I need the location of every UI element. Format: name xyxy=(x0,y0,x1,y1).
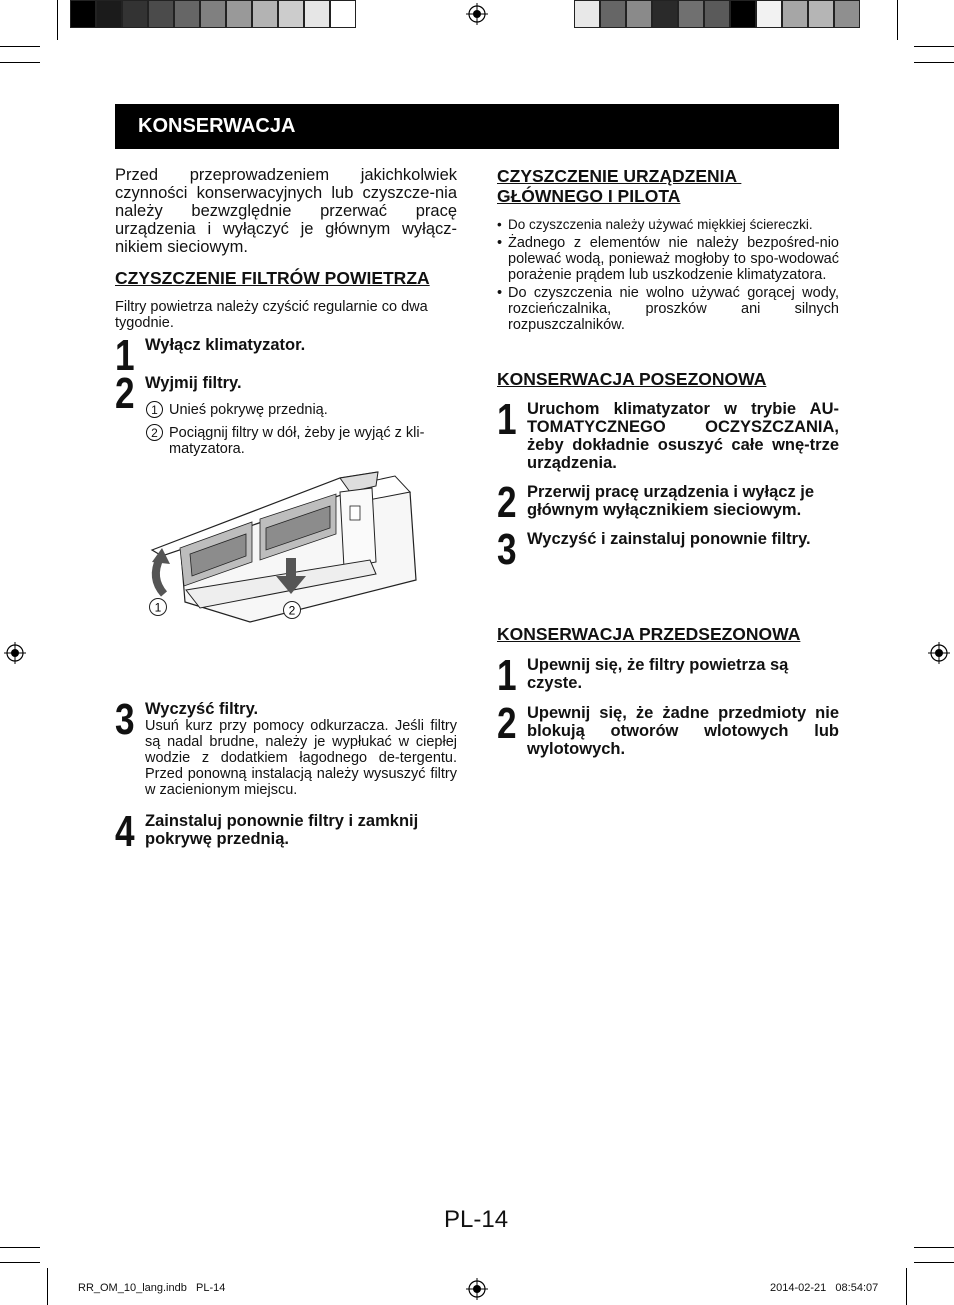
filter-step-4 xyxy=(115,807,457,856)
step-text: Uruchom klimatyzator w trybie AU-TOMATYCZNEGO OCZYSZCZANIA, żeby dokładnie osuszyć całe wnę-trze urządzenia. xyxy=(527,400,839,472)
pre-step-2 xyxy=(497,699,839,762)
color-swatch xyxy=(704,0,730,28)
color-swatch xyxy=(678,0,704,28)
color-bar-right xyxy=(574,0,860,30)
crop-mark xyxy=(914,46,954,47)
filters-intro: Filtry powietrza należy czyścić regularnie co dwa tygodnie. xyxy=(115,299,428,331)
step-title: Wyłącz klimatyzator. xyxy=(145,336,306,354)
color-swatch xyxy=(304,0,330,28)
step-text: Upewnij się, że filtry powietrza są czyste. xyxy=(527,656,789,692)
crop-mark xyxy=(57,0,58,40)
step-number: 1 xyxy=(115,331,135,380)
step-number: 1 xyxy=(497,651,517,700)
cleaning-heading-line-2: GŁÓWNEGO I PILOTA xyxy=(497,186,681,206)
color-swatch xyxy=(330,0,356,28)
crop-mark xyxy=(0,1262,40,1263)
registration-mark-icon xyxy=(466,3,488,25)
air-conditioner-illustration xyxy=(140,462,430,632)
post-step-2 xyxy=(497,478,839,527)
color-swatch xyxy=(626,0,652,28)
step-title: Zainstaluj ponownie filtry i zamknij pokrywę przednią. xyxy=(145,812,419,848)
color-bar-left xyxy=(70,0,356,30)
color-swatch xyxy=(730,0,756,28)
crop-mark xyxy=(914,1247,954,1248)
substep-number: 2 xyxy=(146,424,163,441)
step-number: 4 xyxy=(115,807,135,856)
step-number: 2 xyxy=(497,478,517,527)
crop-mark xyxy=(47,1268,48,1305)
color-swatch xyxy=(782,0,808,28)
post-season-heading: KONSERWACJA POSEZONOWA xyxy=(497,369,767,389)
list-item: • Do czyszczenia należy używać miękkiej ściereczki. xyxy=(497,217,839,233)
pre-season-heading: KONSERWACJA PRZEDSEZONOWA xyxy=(497,624,801,644)
color-swatch xyxy=(96,0,122,28)
step-number: 2 xyxy=(497,699,517,748)
color-swatch xyxy=(834,0,860,28)
filter-step-3 xyxy=(115,695,457,804)
step-text: Wyczyść i zainstaluj ponownie filtry. xyxy=(527,530,811,548)
substep-text: Pociągnij filtry w dół, żeby je wyjąć z kli-matyzatora. xyxy=(169,425,425,457)
substep-number: 1 xyxy=(146,401,163,418)
color-swatch xyxy=(252,0,278,28)
footer-file: RR_OM_10_lang.indb PL-14 xyxy=(78,1282,226,1294)
post-step-3 xyxy=(497,525,839,574)
step-text: Upewnij się, że żadne przedmioty nie blokują otworów wlotowych lub wylotowych. xyxy=(527,704,839,758)
list-item: • Żadnego z elementów nie należy bezpośred-nio polewać wodą, ponieważ mogłoby to spo-wodować porażenie prądem lub uszkodzenie klimatyzatora. xyxy=(497,235,839,283)
substep-text: Unieś pokrywę przednią. xyxy=(169,402,328,418)
color-swatch xyxy=(70,0,96,28)
color-swatch xyxy=(600,0,626,28)
step-number: 3 xyxy=(497,525,517,574)
color-swatch xyxy=(200,0,226,28)
color-swatch xyxy=(122,0,148,28)
filters-heading: CZYSZCZENIE FILTRÓW POWIETRZA xyxy=(115,268,430,288)
registration-mark-icon xyxy=(466,1278,488,1300)
step-body: Usuń kurz przy pomocy odkurzacza. Jeśli filtry są nadal brudne, należy je wypłukać w ciepłej wodzie z dodatkiem łagodnego de-tergentu. Przed ponowną instalacją należy wysuszyć filtry w zacienionym miejscu. xyxy=(145,718,457,798)
page-number: PL-14 xyxy=(444,1206,509,1233)
section-title: KONSERWACJA xyxy=(115,104,839,149)
pre-step-1 xyxy=(497,651,839,700)
registration-mark-icon xyxy=(4,642,26,664)
crop-mark xyxy=(914,1262,954,1263)
color-swatch xyxy=(174,0,200,28)
step-title: Wyczyść filtry. xyxy=(145,700,259,718)
color-swatch xyxy=(808,0,834,28)
post-step-1 xyxy=(497,395,839,474)
step-number: 3 xyxy=(115,695,135,744)
step-text: Przerwij pracę urządzenia i wyłącz je głównym wyłącznikiem sieciowym. xyxy=(527,483,815,519)
intro-paragraph: Przed przeprowadzeniem jakichkolwiek czynności konserwacyjnych lub czyszcze-nia należy bezwzględnie przerwać pracę urządzenia i wyłączyć je głównym wyłącz-nikiem sieciowym. xyxy=(115,166,457,256)
step-number: 1 xyxy=(497,395,517,444)
list-item: • Do czyszczenia nie wolno używać gorącej wody, rozcieńczalnika, proszków ani silnych rozpuszczalników. xyxy=(497,285,839,333)
cleaning-bullets xyxy=(497,217,839,335)
color-swatch xyxy=(574,0,600,28)
cleaning-heading xyxy=(497,166,839,206)
figure-label-1: 1 xyxy=(154,600,162,615)
footer-datetime: 2014-02-21 08:54:07 xyxy=(770,1282,879,1294)
crop-mark xyxy=(906,1268,907,1305)
registration-mark-icon xyxy=(928,642,950,664)
crop-mark xyxy=(897,0,898,40)
step-title: Wyjmij filtry. xyxy=(145,374,242,392)
color-swatch xyxy=(652,0,678,28)
color-swatch xyxy=(226,0,252,28)
crop-mark xyxy=(0,46,40,47)
step-number: 2 xyxy=(115,369,135,418)
color-swatch xyxy=(756,0,782,28)
color-swatch xyxy=(278,0,304,28)
crop-mark xyxy=(0,1247,40,1248)
figure-label-2: 2 xyxy=(288,603,296,618)
color-swatch xyxy=(148,0,174,28)
crop-mark xyxy=(0,62,40,63)
cleaning-heading-line-1: CZYSZCZENIE URZĄDZENIA xyxy=(497,166,742,186)
crop-mark xyxy=(914,62,954,63)
